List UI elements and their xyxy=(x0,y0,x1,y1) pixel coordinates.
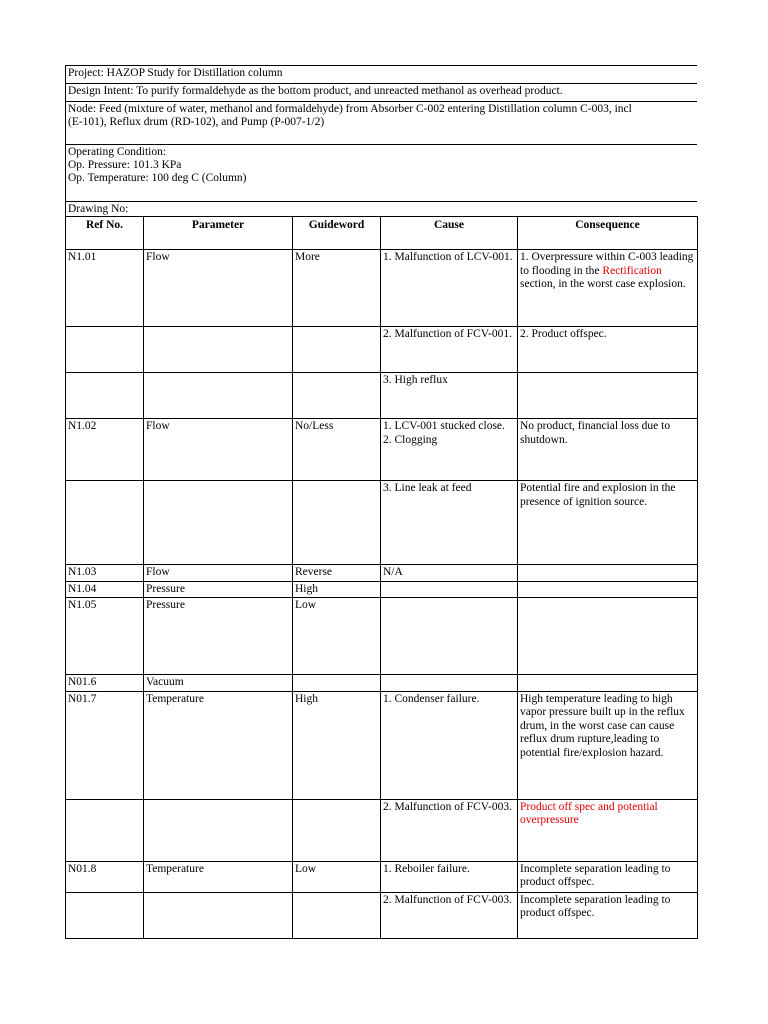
consequence-cell: No product, financial loss due to shutdown. xyxy=(518,419,698,481)
guideword-cell: Low xyxy=(293,598,381,675)
guideword-cell: High xyxy=(293,581,381,598)
ref-cell: N01.8 xyxy=(66,861,144,892)
design-intent-line: Design Intent: To purify formaldehyde as the bottom product, and unreacted methanol as overhead product. xyxy=(65,83,697,101)
consequence-cell: Incomplete separation leading to product offspec. xyxy=(518,861,698,892)
consequence-cell: Product off spec and potential overpressure xyxy=(518,799,698,861)
parameter-cell: Vacuum xyxy=(144,675,293,692)
cause-cell xyxy=(381,675,518,692)
table-header-row xyxy=(66,217,698,250)
table-row xyxy=(66,799,698,861)
op-pressure: Op. Pressure: 101.3 KPa xyxy=(68,159,182,171)
node-line-1: Node: Feed (mixture of water, methanol and formaldehyde) from Absorber C-002 entering Distillation column C-003, incl xyxy=(68,103,632,115)
consequence-cell: Incomplete separation leading to product offspec. xyxy=(518,892,698,938)
parameter-cell: Pressure xyxy=(144,581,293,598)
parameter-cell: Flow xyxy=(144,419,293,481)
col-header-consequence: Consequence xyxy=(518,217,698,250)
ref-cell xyxy=(66,892,144,938)
col-header-cause: Cause xyxy=(381,217,518,250)
cause-cell xyxy=(381,419,518,481)
table-row xyxy=(66,250,698,327)
guideword-cell xyxy=(293,892,381,938)
ref-cell: N1.04 xyxy=(66,581,144,598)
table-row xyxy=(66,327,698,373)
node-line-2: (E-101), Reflux drum (RD-102), and Pump (P-007-1/2) xyxy=(68,116,325,128)
parameter-cell: Flow xyxy=(144,565,293,582)
parameter-cell xyxy=(144,327,293,373)
table-row xyxy=(66,675,698,692)
consequence-cell xyxy=(518,565,698,582)
ref-cell: N1.02 xyxy=(66,419,144,481)
project-line: Project: HAZOP Study for Distillation column xyxy=(65,65,697,83)
guideword-cell xyxy=(293,481,381,565)
parameter-cell: Temperature xyxy=(144,691,293,799)
cause-cell: 2. Malfunction of FCV-003. xyxy=(381,799,518,861)
consequence-cell xyxy=(518,675,698,692)
consequence-text: section, in the worst case explosion. xyxy=(520,278,686,290)
operating-condition-block xyxy=(65,144,697,201)
guideword-cell: Low xyxy=(293,861,381,892)
guideword-cell: High xyxy=(293,691,381,799)
parameter-cell: Pressure xyxy=(144,598,293,675)
hazop-worksheet xyxy=(65,65,697,939)
cause-cell: 1. Reboiler failure. xyxy=(381,861,518,892)
parameter-cell xyxy=(144,373,293,419)
table-row xyxy=(66,691,698,799)
cause-text: 2. Clogging xyxy=(383,433,438,446)
cause-cell xyxy=(381,581,518,598)
table-row xyxy=(66,481,698,565)
col-header-ref: Ref No. xyxy=(66,217,144,250)
ref-cell xyxy=(66,327,144,373)
table-row xyxy=(66,861,698,892)
ref-cell xyxy=(66,373,144,419)
table-row xyxy=(66,598,698,675)
guideword-cell: Reverse xyxy=(293,565,381,582)
guideword-cell xyxy=(293,373,381,419)
ref-cell: N01.6 xyxy=(66,675,144,692)
guideword-cell: More xyxy=(293,250,381,327)
consequence-cell xyxy=(518,581,698,598)
ref-cell xyxy=(66,481,144,565)
op-temperature: Op. Temperature: 100 deg C (Column) xyxy=(68,172,247,184)
parameter-cell: Flow xyxy=(144,250,293,327)
guideword-cell xyxy=(293,675,381,692)
guideword-cell: No/Less xyxy=(293,419,381,481)
consequence-cell: 2. Product offspec. xyxy=(518,327,698,373)
guideword-cell xyxy=(293,327,381,373)
col-header-parameter: Parameter xyxy=(144,217,293,250)
ref-cell: N1.01 xyxy=(66,250,144,327)
highlighted-term: Rectification xyxy=(602,264,662,277)
cause-cell: 3. Line leak at feed xyxy=(381,481,518,565)
parameter-cell xyxy=(144,481,293,565)
parameter-cell: Temperature xyxy=(144,861,293,892)
table-row xyxy=(66,565,698,582)
table-row xyxy=(66,419,698,481)
cause-cell: 3. High reflux xyxy=(381,373,518,419)
node-description xyxy=(65,101,697,144)
cause-cell: 1. Malfunction of LCV-001. xyxy=(381,250,518,327)
ref-cell xyxy=(66,799,144,861)
cause-cell: 2. Malfunction of FCV-001. xyxy=(381,327,518,373)
cause-text: 1. LCV-001 stucked close. xyxy=(383,420,505,432)
table-row xyxy=(66,892,698,938)
hazop-table xyxy=(65,216,698,939)
drawing-no: Drawing No: xyxy=(65,201,697,216)
parameter-cell xyxy=(144,892,293,938)
consequence-text: 1. Overpressure within C-003 leading to flooding in the xyxy=(520,251,694,277)
table-row xyxy=(66,581,698,598)
ref-cell: N01.7 xyxy=(66,691,144,799)
col-header-guideword: Guideword xyxy=(293,217,381,250)
operating-condition-label: Operating Condition: xyxy=(68,146,167,158)
consequence-cell xyxy=(518,250,698,327)
parameter-cell xyxy=(144,799,293,861)
guideword-cell xyxy=(293,799,381,861)
cause-cell: N/A xyxy=(381,565,518,582)
table-row xyxy=(66,373,698,419)
ref-cell: N1.05 xyxy=(66,598,144,675)
ref-cell: N1.03 xyxy=(66,565,144,582)
cause-cell: 1. Condenser failure. xyxy=(381,691,518,799)
consequence-cell xyxy=(518,373,698,419)
consequence-cell: High temperature leading to high vapor pressure built up in the reflux drum, in the worst case can cause reflux drum rupture,leading to potential fire/explosion hazard. xyxy=(518,691,698,799)
consequence-cell: Potential fire and explosion in the presence of ignition source. xyxy=(518,481,698,565)
cause-cell: 2. Malfunction of FCV-003. xyxy=(381,892,518,938)
cause-cell xyxy=(381,598,518,675)
consequence-cell xyxy=(518,598,698,675)
